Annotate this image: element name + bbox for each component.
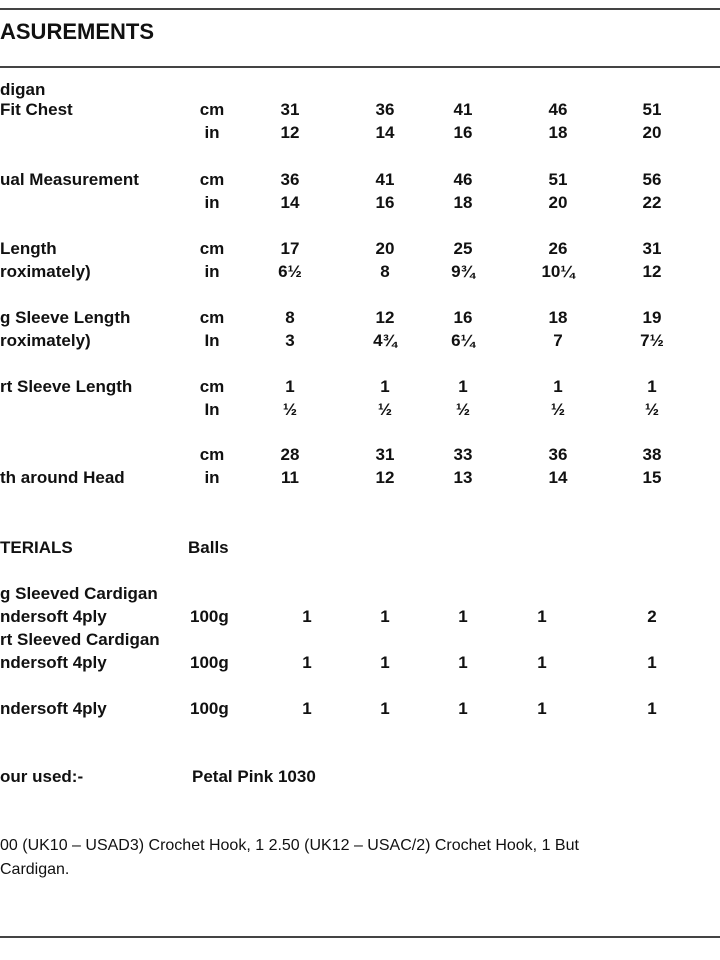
measurement-label-secondary: th around Head: [0, 468, 125, 487]
in-value: 13: [453, 468, 473, 487]
unit-in: In: [204, 400, 220, 419]
yarn-name: ndersoft 4ply: [0, 607, 107, 626]
cm-value: 36: [375, 100, 395, 119]
unit-in: in: [204, 262, 220, 281]
material-title: g Sleeved Cardigan: [0, 584, 158, 603]
cm-value: 31: [280, 100, 300, 119]
measurement-label: Length: [0, 239, 57, 258]
in-value: 9¾: [451, 262, 475, 281]
in-value: 18: [453, 193, 473, 212]
ball-count: 1: [537, 653, 547, 672]
ball-count: 2: [647, 607, 657, 626]
bottom-rule: [0, 936, 720, 938]
yarn-weight: 100g: [190, 699, 229, 718]
cm-value: 1: [285, 377, 295, 396]
cm-value: 56: [642, 170, 662, 189]
unit-in: in: [204, 468, 220, 487]
ball-count: 1: [647, 653, 657, 672]
cm-value: 41: [453, 100, 473, 119]
cm-value: 12: [375, 308, 395, 327]
cm-value: 26: [548, 239, 568, 258]
cm-value: 16: [453, 308, 473, 327]
in-value: ½: [644, 400, 660, 419]
in-value: 14: [280, 193, 300, 212]
cm-value: 41: [375, 170, 395, 189]
unit-cm: cm: [199, 239, 225, 258]
ball-count: 1: [302, 699, 312, 718]
in-value: 7½: [640, 331, 664, 350]
in-value: 15: [642, 468, 662, 487]
garment-label: digan: [0, 80, 46, 99]
cm-value: 1: [380, 377, 390, 396]
hook-notes: 00 (UK10 – USAD3) Crochet Hook, 1 2.50 (UK12 – USAC/2) Crochet Hook, 1 But: [0, 837, 579, 854]
unit-in: in: [204, 193, 220, 212]
yarn-weight: 100g: [190, 653, 229, 672]
measurement-label: ual Measurement: [0, 170, 139, 189]
ball-count: 1: [647, 699, 657, 718]
ball-count: 1: [537, 607, 547, 626]
ball-count: 1: [380, 653, 390, 672]
cm-value: 17: [280, 239, 300, 258]
cm-value: 25: [453, 239, 473, 258]
colour-value: Petal Pink 1030: [192, 767, 316, 786]
yarn-weight: 100g: [190, 607, 229, 626]
measurement-label-secondary: roximately): [0, 331, 91, 350]
ball-count: 1: [380, 607, 390, 626]
in-value: 20: [642, 123, 662, 142]
hook-notes-continued: Cardigan.: [0, 861, 70, 878]
in-value: 8: [380, 262, 390, 281]
in-value: 6½: [278, 262, 302, 281]
in-value: 12: [280, 123, 300, 142]
ball-count: 1: [302, 653, 312, 672]
unit-cm: cm: [199, 100, 225, 119]
in-value: 14: [548, 468, 568, 487]
in-value: 3: [285, 331, 295, 350]
unit-cm: cm: [199, 445, 225, 464]
material-title: rt Sleeved Cardigan: [0, 630, 160, 649]
cm-value: 46: [453, 170, 473, 189]
top-rule: [0, 8, 720, 10]
in-value: 18: [548, 123, 568, 142]
cm-value: 46: [548, 100, 568, 119]
cm-value: 36: [548, 445, 568, 464]
section-heading: ASUREMENTS: [0, 19, 155, 44]
unit-cm: cm: [199, 377, 225, 396]
measurement-label-secondary: roximately): [0, 262, 91, 281]
in-value: 12: [375, 468, 395, 487]
in-value: 4¾: [373, 331, 397, 350]
cm-value: 36: [280, 170, 300, 189]
cm-value: 28: [280, 445, 300, 464]
cm-value: 38: [642, 445, 662, 464]
cm-value: 33: [453, 445, 473, 464]
in-value: 16: [375, 193, 395, 212]
unit-in: in: [204, 123, 220, 142]
in-value: ½: [377, 400, 393, 419]
in-value: 10¼: [541, 262, 575, 281]
in-value: ½: [455, 400, 471, 419]
cm-value: 1: [458, 377, 468, 396]
unit-in: In: [204, 331, 220, 350]
yarn-name: ndersoft 4ply: [0, 699, 107, 718]
cm-value: 1: [553, 377, 563, 396]
cm-value: 31: [375, 445, 395, 464]
in-value: 11: [281, 468, 299, 487]
in-value: 20: [548, 193, 568, 212]
in-value: 14: [375, 123, 395, 142]
measurement-label: Fit Chest: [0, 100, 73, 119]
cm-value: 31: [642, 239, 662, 258]
balls-label: Balls: [188, 538, 229, 557]
in-value: ½: [282, 400, 298, 419]
yarn-name: ndersoft 4ply: [0, 653, 107, 672]
colour-label: our used:-: [0, 767, 84, 786]
in-value: 12: [642, 262, 662, 281]
unit-cm: cm: [199, 308, 225, 327]
in-value: 22: [642, 193, 662, 212]
in-value: ½: [550, 400, 566, 419]
unit-cm: cm: [199, 170, 225, 189]
measurement-label: rt Sleeve Length: [0, 377, 133, 396]
cm-value: 19: [642, 308, 662, 327]
cm-value: 20: [375, 239, 395, 258]
ball-count: 1: [537, 699, 547, 718]
in-value: 6¼: [451, 331, 475, 350]
materials-heading: TERIALS: [0, 538, 73, 557]
ball-count: 1: [302, 607, 312, 626]
in-value: 7: [553, 331, 563, 350]
ball-count: 1: [380, 699, 390, 718]
heading-rule: [0, 66, 720, 68]
cm-value: 8: [285, 308, 295, 327]
cm-value: 51: [548, 170, 568, 189]
cm-value: 51: [642, 100, 662, 119]
in-value: 16: [453, 123, 473, 142]
ball-count: 1: [458, 607, 468, 626]
measurement-label: g Sleeve Length: [0, 308, 131, 327]
cm-value: 18: [548, 308, 568, 327]
cm-value: 1: [647, 377, 657, 396]
ball-count: 1: [458, 653, 468, 672]
ball-count: 1: [458, 699, 468, 718]
